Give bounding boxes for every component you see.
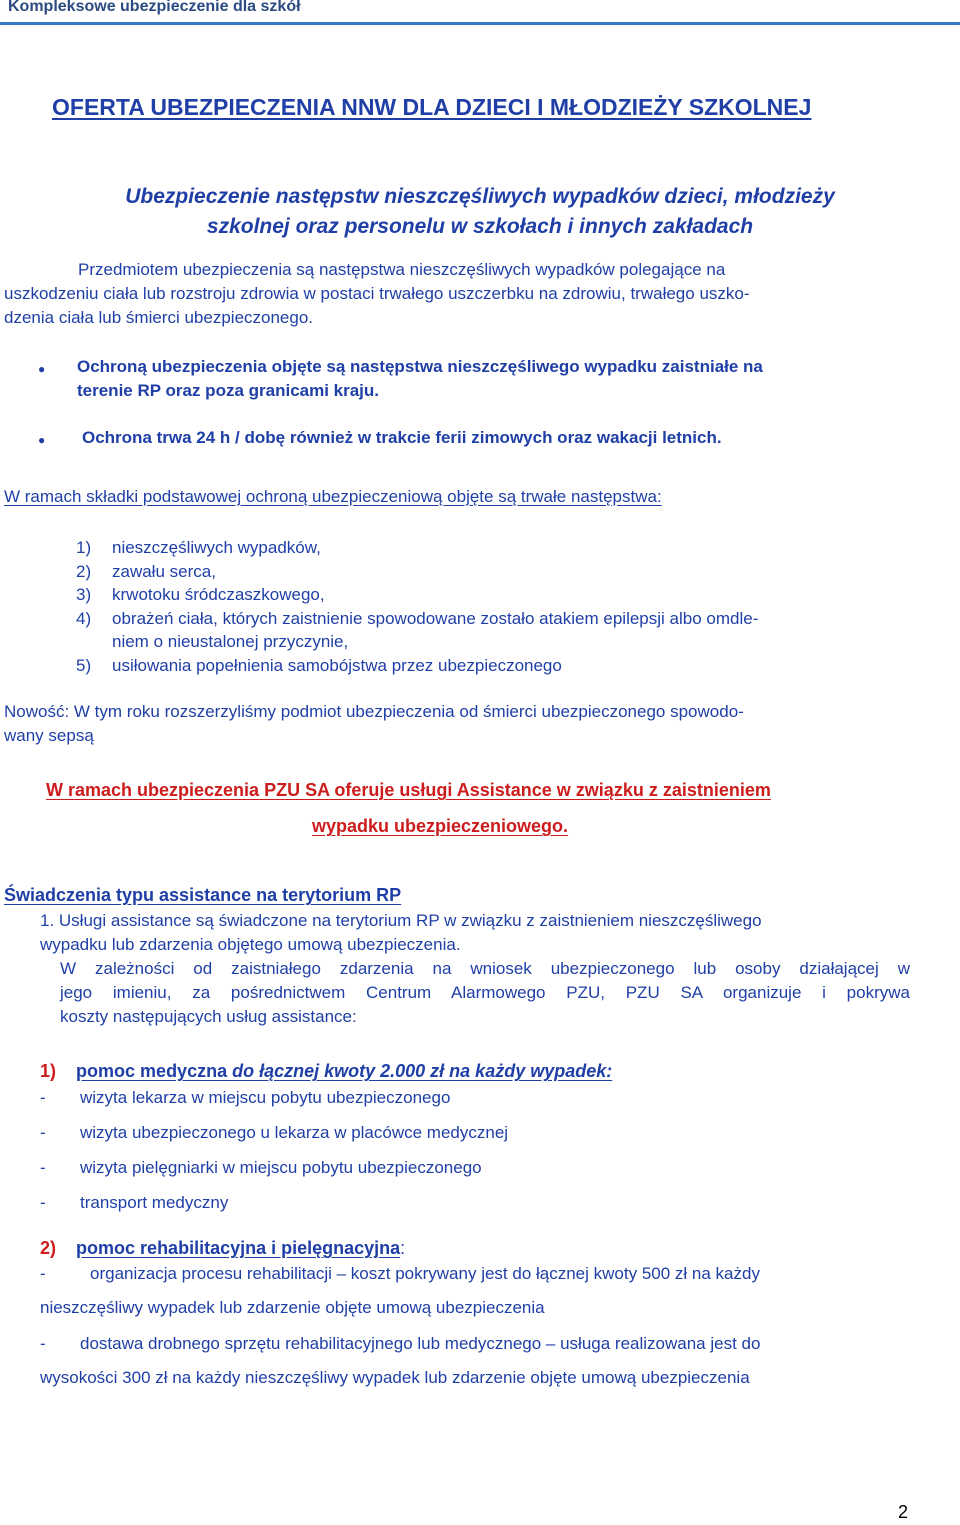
assistance-p1-line-2: wypadku lub zdarzenia objętego umową ubezpieczenia. [40, 935, 461, 954]
rehab-item-2-cont: wysokości 300 zł na każdy nieszczęśliwy wypadek lub zdarzenie objęte umową ubezpieczenia [40, 1368, 750, 1387]
dash: - [40, 1334, 46, 1353]
bullet-1-line-1: Ochroną ubezpieczenia objęte są następstwa nieszczęśliwego wypadku zaistniałe na [77, 357, 763, 376]
list-item [76, 560, 758, 584]
medical-item-text: transport medyczny [80, 1193, 229, 1212]
list-item [76, 583, 758, 607]
rehab-item-1-cont: nieszczęśliwy wypadek lub zdarzenie objęte umową ubezpieczenia [40, 1298, 545, 1317]
assistance-paragraph-2 [60, 957, 910, 1029]
basic-scope-line: W ramach składki podstawowej ochroną ubezpieczeniową objęte są trwałe następstwa: [4, 487, 662, 506]
bullet-dot: ● [38, 433, 46, 447]
list-number: 1) [76, 538, 92, 557]
assistance-banner-line-2: wypadku ubezpieczeniowego. [312, 816, 569, 836]
medical-item [40, 1156, 482, 1180]
medical-item [40, 1191, 228, 1215]
assistance-paragraph-1 [40, 909, 762, 957]
intro-line-3: dzenia ciała lub śmierci ubezpieczonego. [4, 308, 314, 327]
medical-item-text: wizyta lekarza w miejscu pobytu ubezpieczonego [80, 1088, 451, 1107]
assistance-heading: Świadczenia typu assistance na terytorium RP [4, 885, 402, 905]
assistance-p2-line-2: jego imieniu, za pośrednictwem Centrum Alarmowego PZU, PZU SA organizuje i pokrywa [60, 983, 910, 1002]
bullet-dot: ● [38, 362, 46, 376]
novelty-line-1: Nowość: W tym roku rozszerzyliśmy podmiot ubezpieczenia od śmierci ubezpieczonego spowodo- [4, 702, 744, 721]
rehab-item-1-line-1: organizacja procesu rehabilitacji – koszt pokrywany jest do łącznej kwoty 500 zł na każdy [90, 1264, 760, 1283]
header-divider [0, 22, 960, 25]
assistance-p1-line-1: 1. Usługi assistance są świadczone na terytorium RP w związku z zaistnieniem nieszczęśliwego [40, 911, 762, 930]
assistance-p2-line-1: W zależności od zaistniałego zdarzenia na wniosek ubezpieczonego lub osoby działającej w [60, 959, 910, 978]
dash: - [40, 1264, 46, 1283]
header-title: Kompleksowe ubezpieczenie dla szkół [8, 0, 301, 15]
list-number: 3) [76, 585, 92, 605]
subtitle-line-2: szkolnej oraz personelu w szkołach i innych zakładach [206, 215, 754, 238]
assistance-p2-line-3: koszty następujących usług assistance: [60, 1007, 357, 1026]
bullet-item [38, 427, 45, 452]
list-text: niem o nieustalonej przyczynie, [112, 632, 349, 652]
novelty-line-2: wany sepsą [4, 726, 94, 745]
rehab-heading [40, 1238, 405, 1259]
list-item-continuation [76, 630, 758, 654]
intro-paragraph [4, 258, 750, 330]
medical-item-text: wizyta pielęgniarki w miejscu pobytu ubezpieczonego [80, 1158, 482, 1177]
intro-line-1: Przedmiotem ubezpieczenia są następstwa nieszczęśliwych wypadków polegające na [78, 260, 726, 279]
bullet-2-text: Ochrona trwa 24 h / dobę również w trakcie ferii zimowych oraz wakacji letnich. [82, 428, 722, 447]
medical-title: pomoc medyczna [76, 1061, 233, 1081]
dash: - [40, 1123, 46, 1142]
rehab-colon: : [400, 1238, 406, 1258]
bullet-item [38, 356, 45, 381]
rehab-item-2-line-1: dostawa drobnego sprzętu rehabilitacyjnego lub medycznego – usługa realizowana jest do [80, 1334, 761, 1353]
medical-limit: do łącznej kwoty 2.000 zł na każdy wypadek: [232, 1061, 613, 1081]
list-text: krwotoku śródczaszkowego, [112, 585, 325, 605]
page-number: 2 [898, 1502, 909, 1522]
list-number: 2) [76, 561, 92, 581]
assistance-banner-line-1: W ramach ubezpieczenia PZU SA oferuje usługi Assistance w związku z zaistnieniem [46, 780, 771, 800]
list-item [76, 607, 758, 631]
intro-line-2: uszkodzeniu ciała lub rozstroju zdrowia w postaci trwałego uszczerbku na zdrowiu, trwałego uszko- [4, 284, 750, 303]
rehab-item-1 [40, 1262, 760, 1286]
consequences-list [76, 536, 758, 678]
medical-number: 1) [40, 1061, 57, 1081]
bullet-1-text [77, 355, 763, 403]
list-text: obrażeń ciała, których zaistnienie spowodowane zostało atakiem epilepsji albo omdle- [112, 608, 759, 628]
bullet-1-line-2: terenie RP oraz poza granicami kraju. [77, 381, 380, 400]
dash: - [40, 1193, 46, 1212]
rehab-title: pomoc rehabilitacyjna i pielęgnacyjna [76, 1238, 401, 1258]
main-title: OFERTA UBEZPIECZENIA NNW DLA DZIECI I MŁODZIEŻY SZKOLNEJ [52, 94, 812, 120]
novelty-paragraph [4, 700, 744, 748]
dash: - [40, 1088, 46, 1107]
list-item [76, 536, 758, 560]
rehab-number: 2) [40, 1238, 57, 1258]
rehab-item-2 [40, 1332, 760, 1356]
list-item [76, 654, 758, 678]
medical-item-text: wizyta ubezpieczonego u lekarza w placówce medycznej [80, 1123, 509, 1142]
list-text: usiłowania popełnienia samobójstwa przez ubezpieczonego [112, 655, 562, 675]
medical-item [40, 1121, 508, 1145]
dash: - [40, 1158, 46, 1177]
medical-item [40, 1086, 450, 1110]
list-number: 4) [76, 608, 92, 628]
medical-heading [40, 1061, 612, 1082]
subtitle-line-1: Ubezpieczenie następstw nieszczęśliwych wypadków dzieci, młodzieży [125, 185, 835, 208]
list-text: nieszczęśliwych wypadków, [112, 538, 321, 557]
subtitle [0, 182, 960, 242]
list-number: 5) [76, 655, 92, 675]
list-text: zawału serca, [112, 561, 216, 581]
